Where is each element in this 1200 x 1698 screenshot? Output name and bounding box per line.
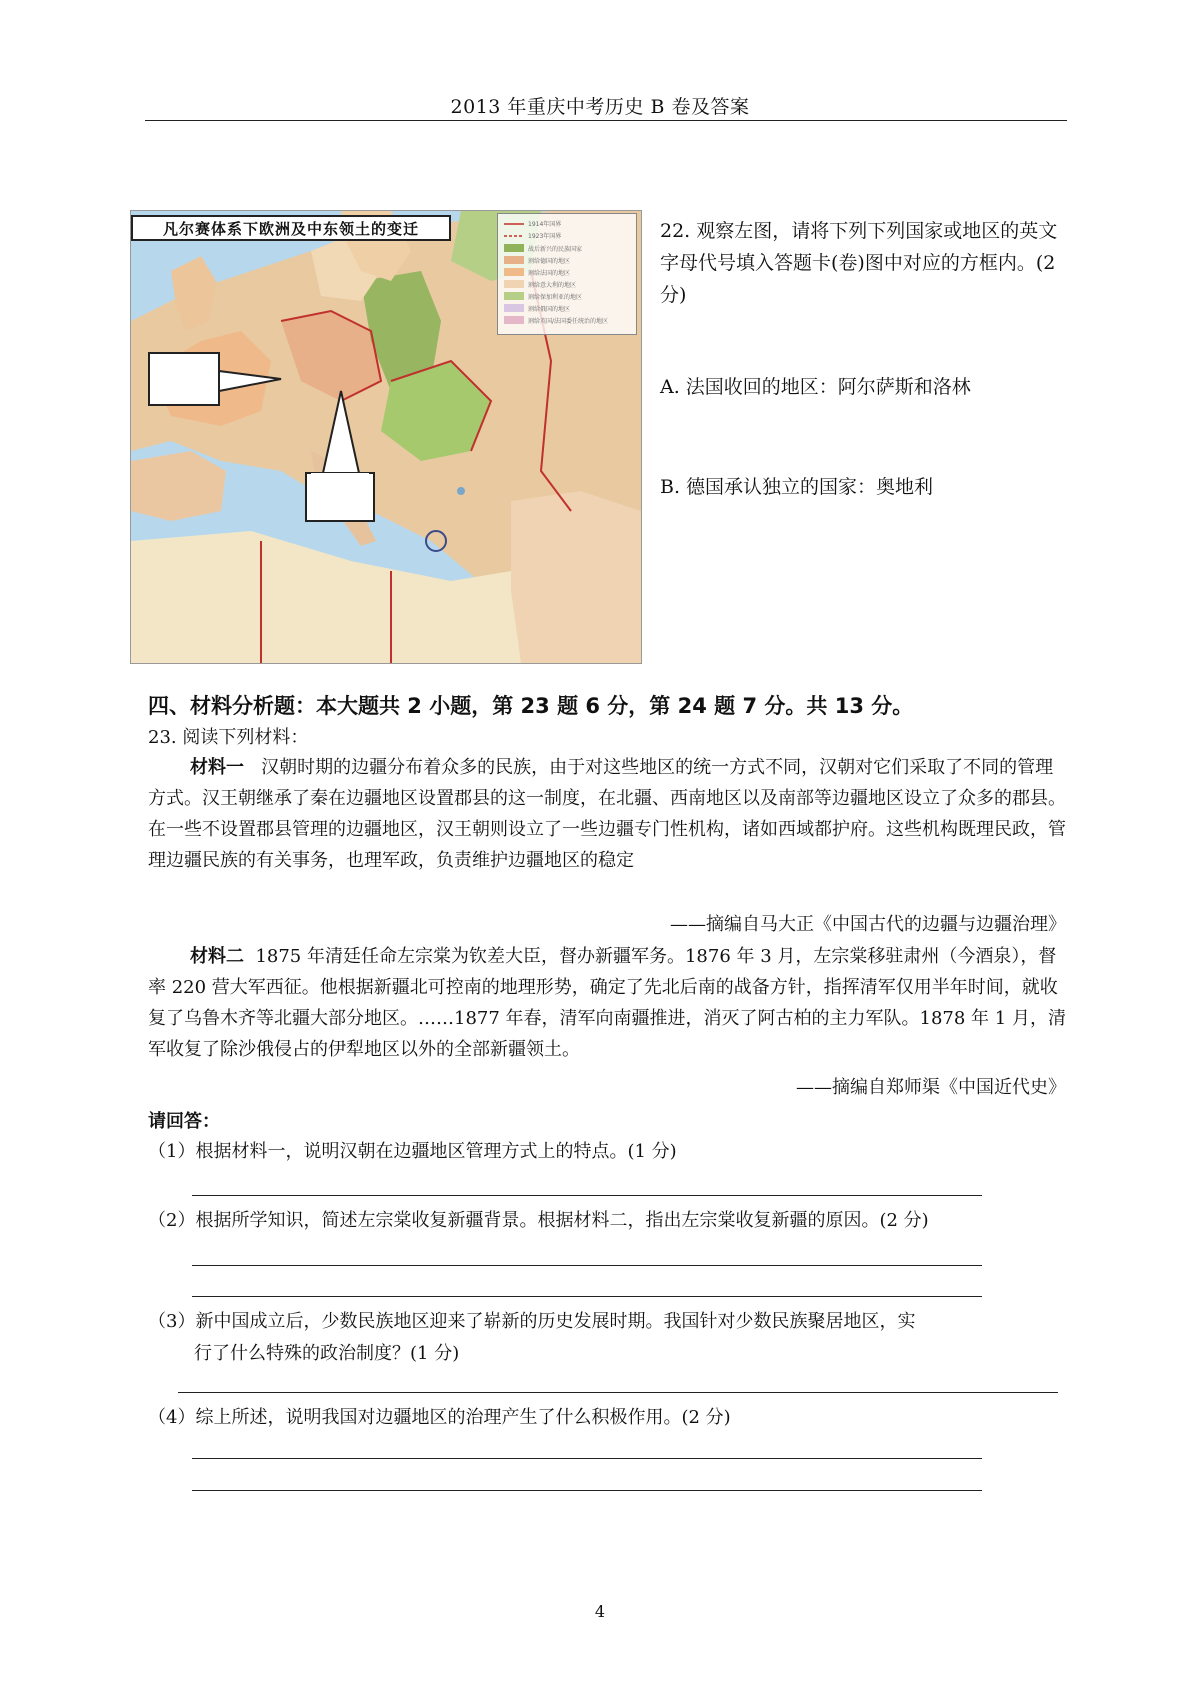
question-23-3b: 行了什么特殊的政治制度？(1 分) [194, 1343, 460, 1364]
question-22-stem: 22. 观察左图，请将下列下列国家或地区的英文字母代号填入答题卡(卷)图中对应的方框内。(2 分) [660, 220, 1058, 306]
question-23-4: （4）综上所述，说明我国对边疆地区的治理产生了什么积极作用。(2 分) [148, 1407, 731, 1428]
material-1-label: 材料一 [190, 757, 244, 778]
legend-label-6: 割给意大利的地区 [528, 282, 577, 289]
question-23-intro: 23. 阅读下列材料： [148, 727, 309, 748]
map-title: 凡尔赛体系下欧洲及中东领土的变迁 [131, 215, 451, 241]
question-22-option-a: A. 法国收回的地区：阿尔萨斯和洛林 [660, 376, 971, 398]
legend-swatches [498, 214, 636, 334]
material-1 [148, 752, 1066, 876]
legend-label-7: 割给保加利亚的地区 [528, 294, 583, 301]
answer-line-4a[interactable] [192, 1458, 982, 1459]
legend-label-9: 割给英国/法国委任统治的地区 [528, 318, 609, 325]
material-1-source: ——摘编自马大正《中国古代的边疆与边疆治理》 [670, 914, 1066, 935]
question-23-2: （2）根据所学知识，简述左宗棠收复新疆背景。根据材料二，指出左宗棠收复新疆的原因。(2 分) [148, 1210, 929, 1231]
section-4-title: 四、材料分析题：本大题共 2 小题，第 23 题 6 分，第 24 题 7 分。共 13 分。 [148, 694, 914, 718]
page-header: 2013 年重庆中考历史 B 卷及答案 [450, 96, 750, 118]
material-2-source: ——摘编自郑师渠《中国近代史》 [796, 1077, 1066, 1098]
material-2 [148, 941, 1066, 1065]
question-23-3a: （3）新中国成立后，少数民族地区迎来了崭新的历史发展时期。我国针对少数民族聚居地区，实 [148, 1311, 916, 1332]
legend-label-3: 战后新兴的民族国家 [528, 246, 583, 253]
answer-line-1[interactable] [192, 1195, 982, 1196]
legend-label-8: 割给俄国的地区 [528, 306, 571, 313]
legend-label-5: 割给法国的地区 [528, 270, 571, 277]
question-23-1: （1）根据材料一，说明汉朝在边疆地区管理方式上的特点。(1 分) [148, 1141, 677, 1162]
page-number: 4 [594, 1602, 606, 1621]
legend-label-1: 1914年国界 [528, 221, 562, 228]
legend-label-2: 1923年国界 [528, 233, 562, 240]
answer-line-2a[interactable] [192, 1265, 982, 1266]
material-2-label: 材料二 [190, 946, 244, 967]
europe-map-figure [130, 210, 642, 664]
material-1-text: 汉朝时期的边疆分布着众多的民族，由于对这些地区的统一方式不同，汉朝对它们采取了不同的管理方式。汉王朝继承了秦在边疆地区设置郡县的这一制度，在北疆、西南地区以及南部等边疆地区设立了众多的郡县。在一些不设置郡县管理的边疆地区，汉王朝则设立了一些边疆专门性机构，诸如西域都护府。这些机构既理民政，管理边疆民族的有关事务，也理军政，负责维护边疆地区的稳定 [148, 757, 1066, 871]
answer-line-3[interactable] [178, 1392, 1058, 1393]
material-2-text: 1875 年清廷任命左宗棠为钦差大臣，督办新疆军务。1876 年 3 月，左宗棠移驻肃州（今酒泉），督率 220 营大军西征。他根据新疆北可控南的地理形势，确定了先北后南的战备方针，指挥清军仅用半年时间，就收复了乌鲁木齐等北疆大部分地区。……1877 年春，清军向南疆推进，消灭了阿古柏的主力军队。1878 年 1 月，清军收复了除沙俄侵占的伊犁地区以外的全部新疆领土。 [148, 946, 1066, 1060]
question-22-option-b: B. 德国承认独立的国家：奥地利 [660, 476, 934, 498]
legend-label-4: 割给德国的地区 [528, 258, 571, 265]
map-legend [497, 213, 637, 335]
answer-line-2b[interactable] [192, 1296, 982, 1297]
answer-line-4b[interactable] [192, 1490, 982, 1491]
header-rule [145, 120, 1067, 121]
answer-prompt: 请回答： [148, 1111, 220, 1132]
